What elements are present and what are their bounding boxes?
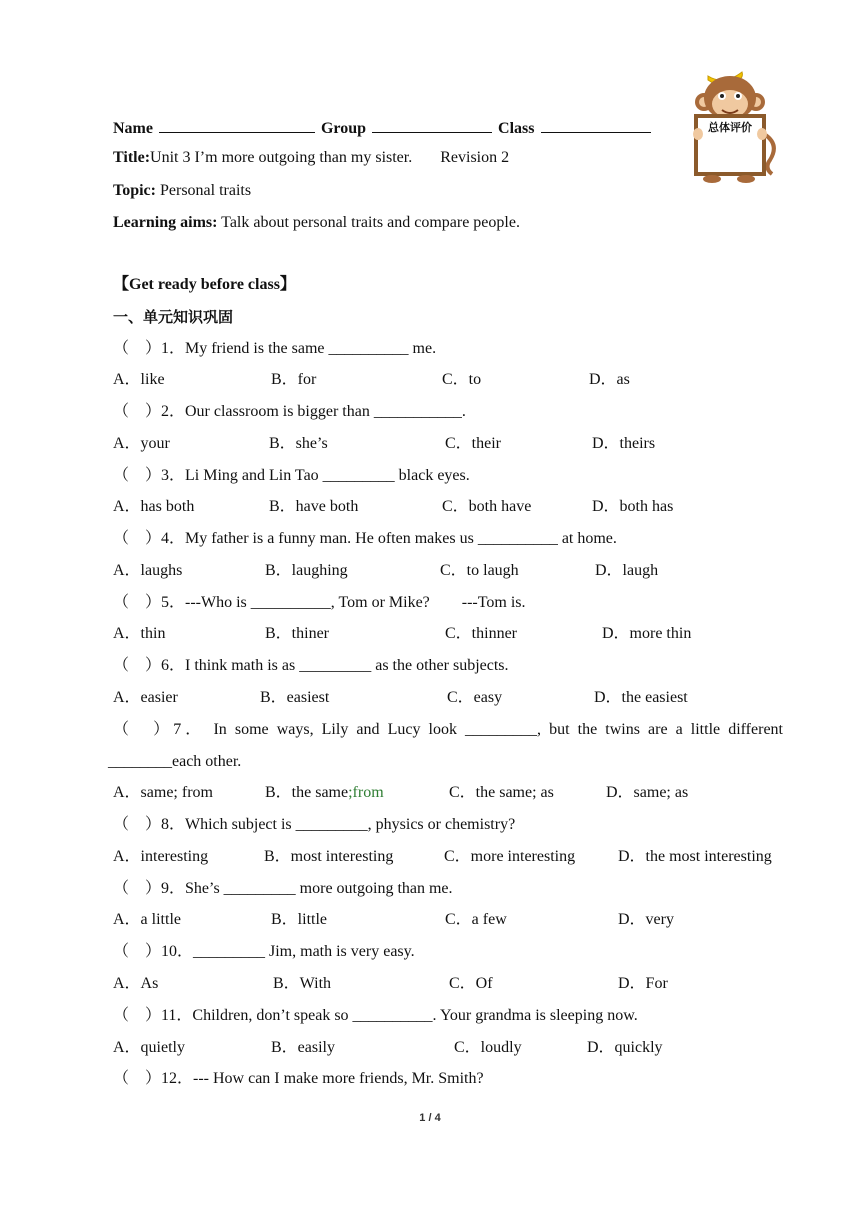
- question-stem-8: （ ）8．Which subject is _________, physics or chemistry?: [113, 816, 516, 833]
- title-line: [113, 148, 509, 168]
- q7-option-b-text: B．the same: [265, 784, 349, 801]
- q11-option-b[interactable]: B．easily: [271, 1039, 335, 1056]
- q11-option-a[interactable]: A．quietly: [113, 1039, 185, 1056]
- question-stem-6: （ ）6．I think math is as _________ as the other subjects.: [113, 657, 509, 674]
- q8-option-b[interactable]: B．most interesting: [264, 848, 394, 865]
- q2-option-b[interactable]: B．she’s: [269, 435, 328, 452]
- aims-label: Learning aims:: [113, 214, 218, 231]
- revision-text: Revision 2: [440, 149, 510, 166]
- q5-option-a[interactable]: A．thin: [113, 625, 166, 642]
- q2-option-a[interactable]: A．your: [113, 435, 170, 452]
- q5-option-c[interactable]: C．thinner: [445, 625, 517, 642]
- q10-option-c[interactable]: C．Of: [449, 975, 493, 992]
- q10-option-b[interactable]: B．With: [273, 975, 332, 992]
- q11-option-c[interactable]: C．loudly: [454, 1039, 522, 1056]
- q9-option-c[interactable]: C．a few: [445, 911, 507, 928]
- q5-option-d[interactable]: D．more thin: [602, 625, 692, 642]
- q10-option-d[interactable]: D．For: [618, 975, 668, 992]
- question-stem-5: （ ）5．---Who is __________, Tom or Mike? ---Tom is.: [113, 594, 526, 611]
- q8-option-d[interactable]: D．the most interesting: [618, 848, 772, 865]
- q9-option-a[interactable]: A．a little: [113, 911, 181, 928]
- q7-option-d[interactable]: D．same; as: [606, 784, 689, 801]
- q4-option-a[interactable]: A．laughs: [113, 562, 183, 579]
- question-stem-7-line2: ________each other.: [108, 753, 242, 770]
- q7-option-b[interactable]: [265, 783, 384, 803]
- q8-option-c[interactable]: C．more interesting: [444, 848, 576, 865]
- q8-option-a[interactable]: A．interesting: [113, 848, 209, 865]
- section-heading: 【Get ready before class】: [113, 276, 296, 293]
- q1-option-d[interactable]: D．as: [589, 371, 630, 388]
- badge-text: 总体评价: [708, 121, 752, 134]
- monkey-with-banana-icon: [684, 64, 780, 186]
- section-subheading: 一、单元知识巩固: [113, 308, 234, 326]
- q1-option-b[interactable]: B．for: [271, 371, 317, 388]
- name-blank[interactable]: [159, 117, 315, 133]
- q4-option-c[interactable]: C．to laugh: [440, 562, 519, 579]
- group-label: Group: [320, 120, 367, 137]
- topic-line: [113, 181, 251, 201]
- q3-option-a[interactable]: A．has both: [113, 498, 195, 515]
- q3-option-b[interactable]: B．have both: [269, 498, 359, 515]
- question-stem-3: （ ）3．Li Ming and Lin Tao _________ black eyes.: [113, 467, 470, 484]
- q3-option-c[interactable]: C．both have: [442, 498, 532, 515]
- q2-option-c[interactable]: C．their: [445, 435, 501, 452]
- name-label: Name: [113, 120, 153, 137]
- q3-option-d[interactable]: D．both has: [592, 498, 674, 515]
- q10-option-a[interactable]: A．As: [113, 975, 159, 992]
- aims-text: Talk about personal traits and compare people.: [221, 214, 520, 231]
- topic-label: Topic:: [113, 182, 156, 199]
- q4-option-b[interactable]: B．laughing: [265, 562, 348, 579]
- class-label: Class: [498, 120, 535, 137]
- question-stem-2: （ ）2．Our classroom is bigger than ___________.: [113, 403, 466, 420]
- q1-option-c[interactable]: C．to: [442, 371, 482, 388]
- question-stem-1: （ ）1．My friend is the same __________ me.: [113, 340, 437, 357]
- group-blank[interactable]: [372, 117, 492, 133]
- class-blank[interactable]: [541, 117, 651, 133]
- q7-option-a[interactable]: A．same; from: [113, 784, 213, 801]
- title-text: Unit 3 I’m more outgoing than my sister.: [150, 149, 413, 166]
- q1-option-a[interactable]: A．like: [113, 371, 165, 388]
- q4-option-d[interactable]: D．laugh: [595, 562, 659, 579]
- aims-line: [113, 213, 520, 233]
- title-label: Title:: [113, 149, 151, 166]
- q11-option-d[interactable]: D．quickly: [587, 1039, 663, 1056]
- q9-option-d[interactable]: D．very: [618, 911, 674, 928]
- q6-option-c[interactable]: C．easy: [447, 689, 503, 706]
- page-number: 1 / 4: [419, 1112, 441, 1124]
- name-field-row: [113, 117, 657, 139]
- q2-option-d[interactable]: D．theirs: [592, 435, 656, 452]
- topic-text: Personal traits: [159, 182, 252, 199]
- q5-option-b[interactable]: B．thiner: [265, 625, 329, 642]
- q6-option-d[interactable]: D．the easiest: [594, 689, 688, 706]
- question-stem-11: （ ）11．Children, don’t speak so __________. Your grandma is sleeping now.: [113, 1007, 638, 1024]
- question-stem-9: （ ）9．She’s _________ more outgoing than me.: [113, 880, 453, 897]
- q6-option-a[interactable]: A．easier: [113, 689, 178, 706]
- q7-option-b-semicolon: ;from: [348, 784, 384, 801]
- question-stem-4: （ ）4．My father is a funny man. He often makes us __________ at home.: [113, 530, 617, 547]
- q9-option-b[interactable]: B．little: [271, 911, 328, 928]
- question-stem-10: （ ）10．_________ Jim, math is very easy.: [113, 943, 415, 960]
- q7-option-c[interactable]: C．the same; as: [449, 784, 554, 801]
- question-stem-12: （ ）12．--- How can I make more friends, Mr. Smith?: [113, 1070, 484, 1087]
- q6-option-b[interactable]: B．easiest: [260, 689, 330, 706]
- question-stem-7-line1: （ ）7． In some ways, Lily and Lucy look _________, but the twins are a little different: [113, 721, 783, 738]
